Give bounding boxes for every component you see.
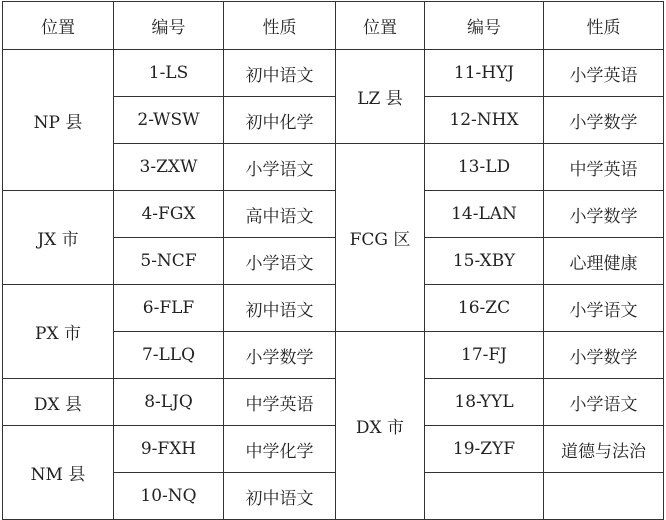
code-cell: 6-FLF [114,285,224,332]
table-row [3,191,664,238]
type-cell: 初中语文 [224,285,336,332]
code-cell: 5-NCF [114,238,224,285]
code-cell: 14-LAN [425,191,544,238]
code-cell: 9-FXH [114,426,224,473]
type-cell: 小学语文 [224,144,336,191]
assignment-table [2,1,664,520]
location-cell: NM 县 [3,426,114,520]
type-cell: 小学数学 [544,332,664,379]
table-row [3,426,664,473]
location-cell: FCG 区 [336,144,425,332]
location-cell: LZ 县 [336,50,425,144]
type-cell [544,473,664,520]
type-cell: 初中语文 [224,473,336,520]
type-cell: 小学英语 [544,50,664,97]
type-cell: 中学英语 [224,379,336,426]
type-cell: 小学数学 [224,332,336,379]
type-cell: 初中语文 [224,50,336,97]
location-cell: NP 县 [3,50,114,191]
code-cell: 19-ZYF [425,426,544,473]
header-location-left: 位置 [3,2,114,50]
type-cell: 道德与法治 [544,426,664,473]
type-cell: 中学化学 [224,426,336,473]
header-type-right: 性质 [544,2,664,50]
code-cell: 12-NHX [425,97,544,144]
type-cell: 小学数学 [544,191,664,238]
header-location-right: 位置 [336,2,425,50]
code-cell: 13-LD [425,144,544,191]
type-cell: 小学数学 [544,97,664,144]
code-cell: 18-YYL [425,379,544,426]
header-code-right: 编号 [425,2,544,50]
code-cell: 8-LJQ [114,379,224,426]
code-cell: 17-FJ [425,332,544,379]
location-cell: JX 市 [3,191,114,285]
code-cell: 2-WSW [114,97,224,144]
type-cell: 中学英语 [544,144,664,191]
type-cell: 小学语文 [544,379,664,426]
type-cell: 小学语文 [224,238,336,285]
code-cell: 3-ZXW [114,144,224,191]
location-cell: DX 市 [336,332,425,520]
table-row [3,285,664,332]
code-cell: 7-LLQ [114,332,224,379]
code-cell: 4-FGX [114,191,224,238]
location-cell: DX 县 [3,379,114,426]
header-type-left: 性质 [224,2,336,50]
code-cell: 16-ZC [425,285,544,332]
type-cell: 心理健康 [544,238,664,285]
code-cell: 1-LS [114,50,224,97]
code-cell: 10-NQ [114,473,224,520]
code-cell [425,473,544,520]
type-cell: 初中化学 [224,97,336,144]
type-cell: 小学语文 [544,285,664,332]
type-cell: 高中语文 [224,191,336,238]
code-cell: 15-XBY [425,238,544,285]
table-row [3,50,664,97]
header-row [3,2,664,50]
code-cell: 11-HYJ [425,50,544,97]
header-code-left: 编号 [114,2,224,50]
location-cell: PX 市 [3,285,114,379]
table-row [3,379,664,426]
